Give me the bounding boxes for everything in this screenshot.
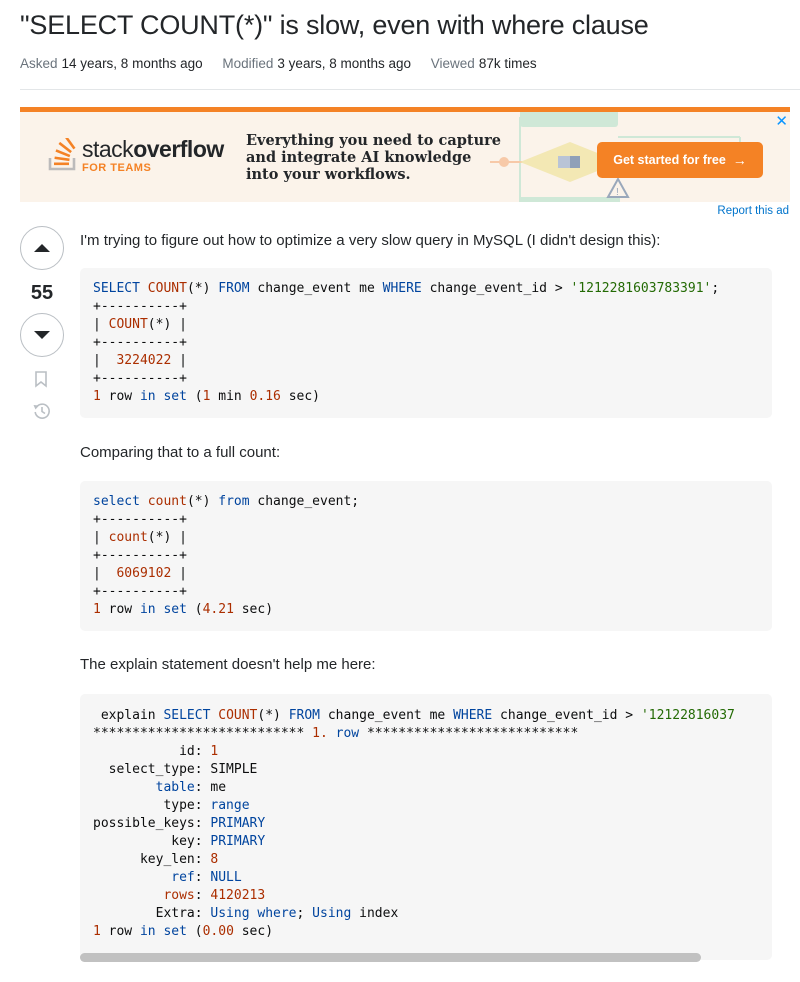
ad-copy-text: Everything you need to capture and integrate AI knowledge into your workflows. — [246, 132, 501, 183]
arrow-right-icon: → — [732, 152, 747, 168]
code-token: type — [93, 798, 195, 813]
code-token: index — [351, 906, 399, 921]
code-token: (*) — [186, 494, 219, 509]
code-block-3[interactable] — [80, 694, 772, 960]
logo-for-teams-text: FOR TEAMS — [82, 162, 152, 174]
code-token — [140, 494, 148, 509]
code-token: 6069102 — [116, 566, 172, 581]
code-token: (*) — [186, 281, 219, 296]
code-token: set — [163, 924, 187, 939]
code-token: min — [210, 389, 250, 404]
code-token: ref — [93, 870, 195, 885]
code-token: : — [194, 744, 211, 759]
code-token: COUNT — [147, 281, 187, 296]
triangle-down-icon — [33, 330, 51, 340]
code-token: Using — [312, 906, 352, 921]
code-token: 4120213 — [210, 888, 266, 903]
code-token: 0.16 — [249, 389, 281, 404]
code-block-1[interactable] — [80, 268, 772, 418]
code-token: | — [93, 566, 117, 581]
post-paragraph-3: The explain statement doesn't help me here: — [80, 656, 376, 673]
code-token: 8 — [210, 852, 219, 867]
code-token: set — [163, 602, 187, 617]
code-token: ( — [186, 389, 203, 404]
code-token: 4.21 — [202, 602, 234, 617]
code-token: | — [171, 566, 187, 581]
code-token: +----------+ — [93, 548, 187, 563]
code-token: PRIMARY — [210, 834, 266, 849]
code-token: set — [163, 389, 187, 404]
code-token: : — [194, 762, 211, 777]
code-token: (*) — [257, 708, 289, 723]
close-icon[interactable]: ✕ — [775, 113, 788, 130]
code-token: rows — [93, 888, 195, 903]
code-token: change_event_id > — [421, 281, 571, 296]
code-token: 1 — [202, 389, 211, 404]
svg-text:!: ! — [616, 187, 619, 198]
viewed-value: 87k times — [478, 56, 537, 71]
code-token: '12122816037 — [640, 708, 735, 723]
code-token: ( — [186, 924, 203, 939]
post-paragraph-1: I'm trying to figure out how to optimize a very slow query in MySQL (I didn't design this): — [80, 232, 661, 249]
vote-score: 55 — [30, 282, 54, 304]
code-token: select — [93, 494, 140, 509]
code-token: 1 — [93, 924, 101, 939]
code-token: sec) — [233, 602, 274, 617]
code-token: ( — [186, 602, 203, 617]
code-token: SIMPLE — [210, 762, 258, 777]
code-token: explain — [93, 708, 164, 723]
question-title[interactable]: "SELECT COUNT(*)" is slow, even with where clause — [20, 10, 649, 40]
asked-value[interactable]: 14 years, 8 months ago — [61, 56, 203, 71]
code-token: ; — [296, 906, 313, 921]
ad-banner[interactable] — [20, 107, 790, 202]
code-token: *************************** — [93, 726, 313, 741]
code-token: change_event me — [249, 281, 383, 296]
code-token: sec) — [233, 924, 274, 939]
code-token: PRIMARY — [210, 816, 266, 831]
code-token: ; — [711, 281, 720, 296]
code-token: : — [194, 780, 211, 795]
logo-overflow-text: overflow — [133, 136, 224, 162]
code-token: select_type — [93, 762, 195, 777]
ad-cta-label: Get started for free — [613, 153, 726, 167]
code-horizontal-scrollbar[interactable] — [80, 953, 701, 962]
code-token: row — [100, 602, 140, 617]
post-paragraph-2: Comparing that to a full count: — [80, 444, 281, 461]
modified-label: Modified — [222, 56, 274, 71]
asked-label: Asked — [20, 56, 58, 71]
code-token: 1 — [93, 389, 101, 404]
code-token: Extra — [93, 906, 195, 921]
code-token: change_event me — [320, 708, 454, 723]
code-token: COUNT — [218, 708, 258, 723]
code-token: : — [194, 834, 211, 849]
code-token: table — [93, 780, 195, 795]
bookmark-icon[interactable] — [32, 370, 50, 388]
code-token: row — [100, 389, 140, 404]
stack-overflow-teams-logo[interactable] — [48, 138, 224, 174]
code-token: +----------+ — [93, 512, 187, 527]
code-token: where — [257, 906, 297, 921]
code-token: SELECT — [163, 708, 211, 723]
code-token: change_event_id > — [492, 708, 641, 723]
history-icon[interactable] — [32, 401, 52, 421]
code-token: : — [194, 888, 211, 903]
code-token: NULL — [210, 870, 242, 885]
code-block-2[interactable] — [80, 481, 772, 631]
code-token: 3224022 — [116, 353, 172, 368]
code-token: WHERE — [382, 281, 422, 296]
code-token: +----------+ — [93, 584, 187, 599]
code-token: FROM — [288, 708, 321, 723]
code-token: in — [139, 602, 156, 617]
viewed-label: Viewed — [430, 56, 475, 71]
code-token: in — [139, 924, 156, 939]
code-token: 0.00 — [202, 924, 234, 939]
code-token: | — [93, 317, 109, 332]
downvote-button[interactable] — [20, 313, 64, 357]
code-token: : — [194, 906, 211, 921]
code-token: : — [194, 852, 211, 867]
code-token: (*) | — [147, 530, 187, 545]
code-token: from — [218, 494, 250, 509]
code-token: sec) — [280, 389, 321, 404]
code-token: +----------+ — [93, 299, 187, 314]
upvote-button[interactable] — [20, 226, 64, 270]
code-token: *************************** — [366, 726, 579, 741]
code-token: 1 — [93, 602, 101, 617]
code-token: WHERE — [453, 708, 493, 723]
code-token: 1 — [210, 744, 219, 759]
triangle-up-icon — [33, 243, 51, 253]
code-token: | — [171, 353, 187, 368]
code-token: FROM — [218, 281, 250, 296]
code-token: : — [194, 798, 211, 813]
code-token: 1. — [312, 726, 328, 741]
code-token: : — [194, 870, 211, 885]
code-token: row — [100, 924, 140, 939]
code-token: possible_keys — [93, 816, 195, 831]
code-token: key — [93, 834, 195, 849]
report-ad-link[interactable]: Report this ad — [717, 205, 789, 217]
code-token: | — [93, 530, 109, 545]
title-divider — [20, 89, 800, 90]
question-meta — [20, 56, 553, 71]
code-token: (*) | — [147, 317, 187, 332]
code-token: Using — [210, 906, 250, 921]
code-token: : — [194, 816, 211, 831]
code-token: me — [210, 780, 227, 795]
code-token: +----------+ — [93, 335, 187, 350]
code-token: change_event; — [249, 494, 360, 509]
modified-value[interactable]: 3 years, 8 months ago — [277, 56, 411, 71]
ad-cta-button[interactable] — [597, 142, 763, 178]
code-token: count — [108, 530, 148, 545]
code-token: SELECT — [93, 281, 140, 296]
code-token: key_len — [93, 852, 195, 867]
code-token: +----------+ — [93, 371, 187, 386]
stack-overflow-logo-icon — [48, 138, 78, 172]
code-token: count — [147, 494, 187, 509]
code-token: | — [93, 353, 117, 368]
code-token: id — [93, 744, 195, 759]
logo-stack-text: stack — [82, 136, 134, 162]
code-token: in — [139, 389, 156, 404]
code-token: '1212281603783391' — [570, 281, 712, 296]
code-token: COUNT — [108, 317, 148, 332]
code-token: row — [327, 726, 367, 741]
code-token: range — [210, 798, 250, 813]
